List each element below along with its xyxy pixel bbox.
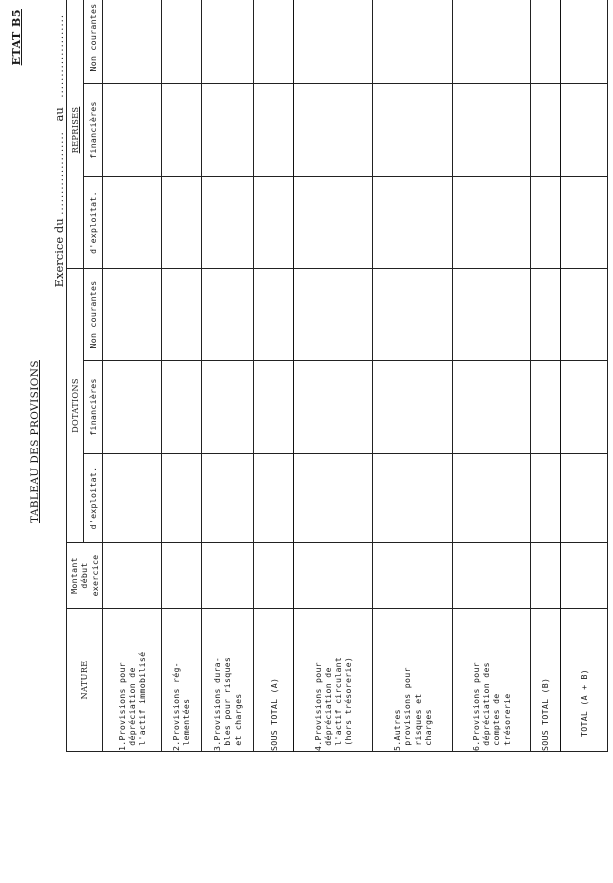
table-cell[interactable] bbox=[161, 361, 201, 454]
table-cell[interactable] bbox=[560, 177, 608, 269]
row-label-text: 1.Provisions pour dépréciation de l'actif immobilisé bbox=[116, 651, 147, 751]
table-cell[interactable] bbox=[373, 269, 453, 361]
table-cell[interactable] bbox=[453, 543, 531, 609]
table-cell[interactable] bbox=[103, 177, 162, 269]
table-row bbox=[161, 0, 201, 752]
table-cell[interactable] bbox=[530, 177, 560, 269]
table-cell[interactable] bbox=[560, 543, 608, 609]
dotations-header: DOTATIONS bbox=[67, 269, 84, 543]
table-cell[interactable] bbox=[373, 0, 453, 84]
exercice-period-line bbox=[52, 14, 66, 287]
row-label bbox=[294, 609, 373, 752]
table-cell[interactable] bbox=[294, 543, 373, 609]
table-cell[interactable] bbox=[373, 177, 453, 269]
exercice-from-field[interactable]: .................... bbox=[55, 131, 66, 215]
table-cell[interactable] bbox=[530, 543, 560, 609]
row-label bbox=[453, 609, 531, 752]
table-cell[interactable] bbox=[560, 361, 608, 454]
table-cell[interactable] bbox=[453, 0, 531, 84]
table-cell[interactable] bbox=[254, 269, 294, 361]
table-cell[interactable] bbox=[201, 0, 254, 84]
nature-header: NATURE bbox=[67, 609, 103, 752]
table-cell[interactable] bbox=[373, 361, 453, 454]
table-cell[interactable] bbox=[453, 361, 531, 454]
table-cell[interactable] bbox=[560, 0, 608, 84]
table-cell[interactable] bbox=[294, 361, 373, 454]
table-row bbox=[294, 0, 373, 752]
row-label bbox=[201, 609, 254, 752]
table-cell[interactable] bbox=[161, 543, 201, 609]
table-cell[interactable] bbox=[201, 177, 254, 269]
etat-code: ETAT B5 bbox=[10, 9, 23, 66]
reprises-exploitation-header: d'exploitat. bbox=[84, 177, 103, 269]
total-row bbox=[560, 0, 608, 752]
table-cell[interactable] bbox=[103, 84, 162, 177]
dotations-non-courantes-header: Non courantes bbox=[84, 269, 103, 361]
document-title: TABLEAU DES PROVISIONS bbox=[29, 360, 41, 524]
table-cell[interactable] bbox=[373, 84, 453, 177]
table-cell[interactable] bbox=[560, 269, 608, 361]
table-cell[interactable] bbox=[254, 84, 294, 177]
table-cell[interactable] bbox=[560, 84, 608, 177]
table-cell[interactable] bbox=[294, 269, 373, 361]
table-cell[interactable] bbox=[103, 361, 162, 454]
table-cell[interactable] bbox=[161, 0, 201, 84]
table-cell[interactable] bbox=[453, 269, 531, 361]
au-label: au bbox=[52, 107, 66, 122]
row-label bbox=[254, 609, 294, 752]
dotations-financieres-header: financières bbox=[84, 361, 103, 454]
row-label bbox=[161, 609, 201, 752]
exercice-label: Exercice du bbox=[52, 218, 66, 288]
table-cell[interactable] bbox=[530, 454, 560, 543]
table-row bbox=[201, 0, 254, 752]
table-cell[interactable] bbox=[254, 177, 294, 269]
table-cell[interactable] bbox=[254, 361, 294, 454]
table-cell[interactable] bbox=[201, 269, 254, 361]
table-cell[interactable] bbox=[294, 454, 373, 543]
sous-total-a-row bbox=[254, 0, 294, 752]
montant-debut-line1: Montant début bbox=[69, 557, 90, 594]
exercice-to-field[interactable]: .................... bbox=[55, 14, 66, 98]
row-label-text: 6.Provisions pour dépréciation des comptes de trésorerie bbox=[470, 662, 512, 751]
table-cell[interactable] bbox=[161, 84, 201, 177]
row-label-text: 4.Provisions pour dépréciation de l'actif circulant (hors trésorerie) bbox=[312, 656, 354, 751]
row-label-text: 3.Provisions dura- bles pour risques et charges bbox=[212, 656, 243, 751]
table-cell[interactable] bbox=[201, 543, 254, 609]
table-cell[interactable] bbox=[530, 84, 560, 177]
row-label-text: SOUS TOTAL (B) bbox=[539, 677, 550, 751]
table-cell[interactable] bbox=[103, 0, 162, 84]
table-cell[interactable] bbox=[103, 269, 162, 361]
row-label-text: 2.Provisions rég- lementées bbox=[171, 662, 192, 751]
table-cell[interactable] bbox=[161, 177, 201, 269]
table-cell[interactable] bbox=[201, 454, 254, 543]
reprises-financieres-header: financières bbox=[84, 84, 103, 177]
table-cell[interactable] bbox=[530, 361, 560, 454]
reprises-non-courantes-header: Non courantes bbox=[84, 0, 103, 84]
provisions-table bbox=[66, 0, 608, 752]
table-cell[interactable] bbox=[294, 0, 373, 84]
table-cell[interactable] bbox=[373, 543, 453, 609]
row-label bbox=[530, 609, 560, 752]
sous-total-b-row bbox=[530, 0, 560, 752]
row-label-text: 5.Autres provisions pour risques et charges bbox=[392, 667, 433, 751]
table-cell[interactable] bbox=[453, 454, 531, 543]
table-cell[interactable] bbox=[373, 454, 453, 543]
table-cell[interactable] bbox=[453, 84, 531, 177]
table-cell[interactable] bbox=[201, 84, 254, 177]
dotations-exploitation-header: d'exploitat. bbox=[84, 454, 103, 543]
table-cell[interactable] bbox=[453, 177, 531, 269]
table-cell[interactable] bbox=[560, 454, 608, 543]
table-cell[interactable] bbox=[103, 454, 162, 543]
row-label-text: TOTAL (A + B) bbox=[578, 669, 589, 737]
table-cell[interactable] bbox=[294, 84, 373, 177]
row-label-text: SOUS TOTAL (A) bbox=[268, 677, 279, 751]
row-label bbox=[560, 609, 608, 752]
table-row bbox=[373, 0, 453, 752]
table-cell[interactable] bbox=[201, 361, 254, 454]
table-cell[interactable] bbox=[254, 454, 294, 543]
table-row bbox=[103, 0, 162, 752]
table-cell[interactable] bbox=[530, 0, 560, 84]
row-label bbox=[373, 609, 453, 752]
reprises-header: REPRISES bbox=[67, 0, 84, 269]
table-cell[interactable] bbox=[530, 269, 560, 361]
table-row bbox=[453, 0, 531, 752]
table-cell[interactable] bbox=[161, 269, 201, 361]
table-cell[interactable] bbox=[103, 543, 162, 609]
table-cell[interactable] bbox=[254, 0, 294, 84]
row-label bbox=[103, 609, 162, 752]
montant-debut-line2: exercice bbox=[89, 554, 100, 597]
table-cell[interactable] bbox=[161, 454, 201, 543]
table-cell[interactable] bbox=[254, 543, 294, 609]
table-cell[interactable] bbox=[294, 177, 373, 269]
montant-debut-header bbox=[67, 543, 103, 609]
